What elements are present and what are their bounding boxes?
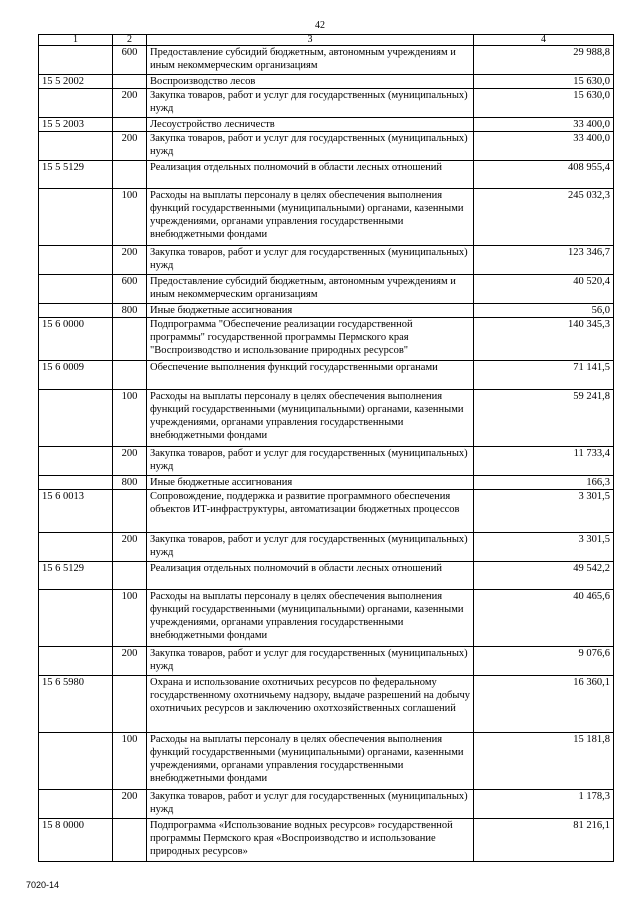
row-expense-type-cell: 100 [113, 189, 147, 246]
row-description-cell: Закупка товаров, работ и услуг для государственных (муниципальных) нужд [147, 447, 474, 476]
table-row [39, 246, 614, 275]
row-amount-cell: 15 181,8 [474, 733, 614, 790]
table-row [39, 490, 614, 533]
page-number: 42 [315, 20, 325, 31]
row-amount-cell: 166,3 [474, 476, 614, 490]
row-amount-cell: 29 988,8 [474, 46, 614, 75]
row-code-cell [39, 476, 113, 490]
header-col-3: 3 [147, 35, 474, 46]
table-row [39, 447, 614, 476]
row-expense-type-cell [113, 562, 147, 590]
row-expense-type-cell: 800 [113, 304, 147, 318]
row-expense-type-cell: 200 [113, 132, 147, 161]
row-amount-cell: 9 076,6 [474, 647, 614, 676]
row-description-cell: Подпрограмма "Обеспечение реализации государственной программы" государственной программы Пермского края "Воспроизводство и использование природных ресурсов" [147, 318, 474, 361]
table-row [39, 790, 614, 819]
row-description-cell: Расходы на выплаты персоналу в целях обеспечения выполнения функций государственными (муниципальными) органами, казенными учреждениями, органами управления государственными внебюджетными фондами [147, 390, 474, 447]
table-row [39, 75, 614, 89]
row-amount-cell: 71 141,5 [474, 361, 614, 390]
table-row [39, 161, 614, 189]
table-row [39, 132, 614, 161]
header-col-4: 4 [474, 35, 614, 46]
row-description-cell: Реализация отдельных полномочий в области лесных отношений [147, 562, 474, 590]
row-expense-type-cell: 200 [113, 533, 147, 562]
row-amount-cell: 81 216,1 [474, 819, 614, 862]
row-amount-cell: 245 032,3 [474, 189, 614, 246]
row-amount-cell: 15 630,0 [474, 89, 614, 118]
row-expense-type-cell: 800 [113, 476, 147, 490]
table-header-row [39, 35, 614, 46]
row-description-cell: Расходы на выплаты персоналу в целях обеспечения выполнения функций государственными (муниципальными) органами, казенными учреждениями, органами управления государственными внебюджетными фондами [147, 590, 474, 647]
table-row [39, 562, 614, 590]
row-expense-type-cell: 600 [113, 275, 147, 304]
row-code-cell [39, 447, 113, 476]
row-expense-type-cell [113, 819, 147, 862]
row-description-cell: Закупка товаров, работ и услуг для государственных (муниципальных) нужд [147, 790, 474, 819]
row-amount-cell: 40 520,4 [474, 275, 614, 304]
table-row [39, 590, 614, 647]
table-row [39, 118, 614, 132]
row-code-cell [39, 790, 113, 819]
row-description-cell: Воспроизводство лесов [147, 75, 474, 89]
row-description-cell: Расходы на выплаты персоналу в целях обеспечения выполнения функций государственными (муниципальными) органами, казенными учреждениями, органами управления государственными внебюджетными фондами [147, 189, 474, 246]
row-description-cell: Расходы на выплаты персоналу в целях обеспечения выполнения функций государственными (муниципальными) органами, казенными учреждениями, органами управления государственными внебюджетными фондами [147, 733, 474, 790]
row-amount-cell: 56,0 [474, 304, 614, 318]
row-expense-type-cell [113, 118, 147, 132]
row-code-cell [39, 647, 113, 676]
row-code-cell [39, 275, 113, 304]
row-code-cell: 15 6 0000 [39, 318, 113, 361]
header-col-1: 1 [39, 35, 113, 46]
row-expense-type-cell: 600 [113, 46, 147, 75]
row-code-cell [39, 246, 113, 275]
row-description-cell: Сопровождение, поддержка и развитие программного обеспечения объектов ИТ-инфраструктуры, автоматизации бюджетных процессов [147, 490, 474, 533]
table-body [39, 46, 614, 862]
row-amount-cell: 33 400,0 [474, 132, 614, 161]
row-amount-cell: 3 301,5 [474, 533, 614, 562]
row-amount-cell: 3 301,5 [474, 490, 614, 533]
row-description-cell: Предоставление субсидий бюджетным, автономным учреждениям и иным некоммерческим организациям [147, 46, 474, 75]
row-amount-cell: 1 178,3 [474, 790, 614, 819]
row-expense-type-cell: 100 [113, 590, 147, 647]
row-expense-type-cell: 200 [113, 89, 147, 118]
row-amount-cell: 40 465,6 [474, 590, 614, 647]
row-expense-type-cell: 200 [113, 447, 147, 476]
row-amount-cell: 11 733,4 [474, 447, 614, 476]
row-description-cell: Реализация отдельных полномочий в области лесных отношений [147, 161, 474, 189]
table-row [39, 361, 614, 390]
row-code-cell [39, 590, 113, 647]
row-expense-type-cell: 100 [113, 390, 147, 447]
table-row [39, 275, 614, 304]
row-code-cell [39, 304, 113, 318]
document-footer-code: 7020-14 [26, 880, 60, 890]
row-description-cell: Закупка товаров, работ и услуг для государственных (муниципальных) нужд [147, 89, 474, 118]
row-code-cell: 15 6 0009 [39, 361, 113, 390]
row-code-cell: 15 6 5129 [39, 562, 113, 590]
row-expense-type-cell [113, 75, 147, 89]
budget-table [38, 34, 614, 862]
row-amount-cell: 123 346,7 [474, 246, 614, 275]
row-description-cell: Закупка товаров, работ и услуг для государственных (муниципальных) нужд [147, 246, 474, 275]
row-code-cell [39, 46, 113, 75]
row-code-cell: 15 6 5980 [39, 676, 113, 733]
row-description-cell: Предоставление субсидий бюджетным, автономным учреждениям и иным некоммерческим организациям [147, 275, 474, 304]
table-row [39, 304, 614, 318]
table-row [39, 476, 614, 490]
table-row [39, 533, 614, 562]
row-description-cell: Закупка товаров, работ и услуг для государственных (муниципальных) нужд [147, 533, 474, 562]
row-description-cell: Охрана и использование охотничьих ресурсов по федеральному государственному охотничьему надзору, выдаче разрешений на добычу охотничьих ресурсов и заключению охотхозяйственных соглашений [147, 676, 474, 733]
row-description-cell: Иные бюджетные ассигнования [147, 476, 474, 490]
row-expense-type-cell: 200 [113, 790, 147, 819]
row-expense-type-cell [113, 318, 147, 361]
table-row [39, 189, 614, 246]
table-row [39, 647, 614, 676]
row-amount-cell: 49 542,2 [474, 562, 614, 590]
row-amount-cell: 408 955,4 [474, 161, 614, 189]
table-row [39, 733, 614, 790]
table-row [39, 819, 614, 862]
row-amount-cell: 15 630,0 [474, 75, 614, 89]
row-code-cell [39, 733, 113, 790]
row-amount-cell: 140 345,3 [474, 318, 614, 361]
row-description-cell: Обеспечение выполнения функций государственными органами [147, 361, 474, 390]
row-amount-cell: 33 400,0 [474, 118, 614, 132]
row-expense-type-cell [113, 161, 147, 189]
row-expense-type-cell: 200 [113, 246, 147, 275]
row-description-cell: Подпрограмма «Использование водных ресурсов» государственной программы Пермского края «Воспроизводство и использование природных ресурсов» [147, 819, 474, 862]
table-row [39, 89, 614, 118]
row-expense-type-cell [113, 490, 147, 533]
row-description-cell: Иные бюджетные ассигнования [147, 304, 474, 318]
row-description-cell: Закупка товаров, работ и услуг для государственных (муниципальных) нужд [147, 647, 474, 676]
row-description-cell: Лесоустройство лесничеств [147, 118, 474, 132]
row-code-cell: 15 5 5129 [39, 161, 113, 189]
row-code-cell [39, 189, 113, 246]
row-expense-type-cell: 100 [113, 733, 147, 790]
row-code-cell: 15 5 2002 [39, 75, 113, 89]
row-code-cell [39, 89, 113, 118]
row-amount-cell: 59 241,8 [474, 390, 614, 447]
row-code-cell: 15 5 2003 [39, 118, 113, 132]
row-amount-cell: 16 360,1 [474, 676, 614, 733]
row-code-cell [39, 132, 113, 161]
row-expense-type-cell [113, 361, 147, 390]
table-row [39, 318, 614, 361]
row-description-cell: Закупка товаров, работ и услуг для государственных (муниципальных) нужд [147, 132, 474, 161]
header-col-2: 2 [113, 35, 147, 46]
row-code-cell: 15 8 0000 [39, 819, 113, 862]
row-expense-type-cell [113, 676, 147, 733]
table-row [39, 676, 614, 733]
row-code-cell [39, 533, 113, 562]
table-row [39, 390, 614, 447]
table-row [39, 46, 614, 75]
row-expense-type-cell: 200 [113, 647, 147, 676]
row-code-cell [39, 390, 113, 447]
row-code-cell: 15 6 0013 [39, 490, 113, 533]
